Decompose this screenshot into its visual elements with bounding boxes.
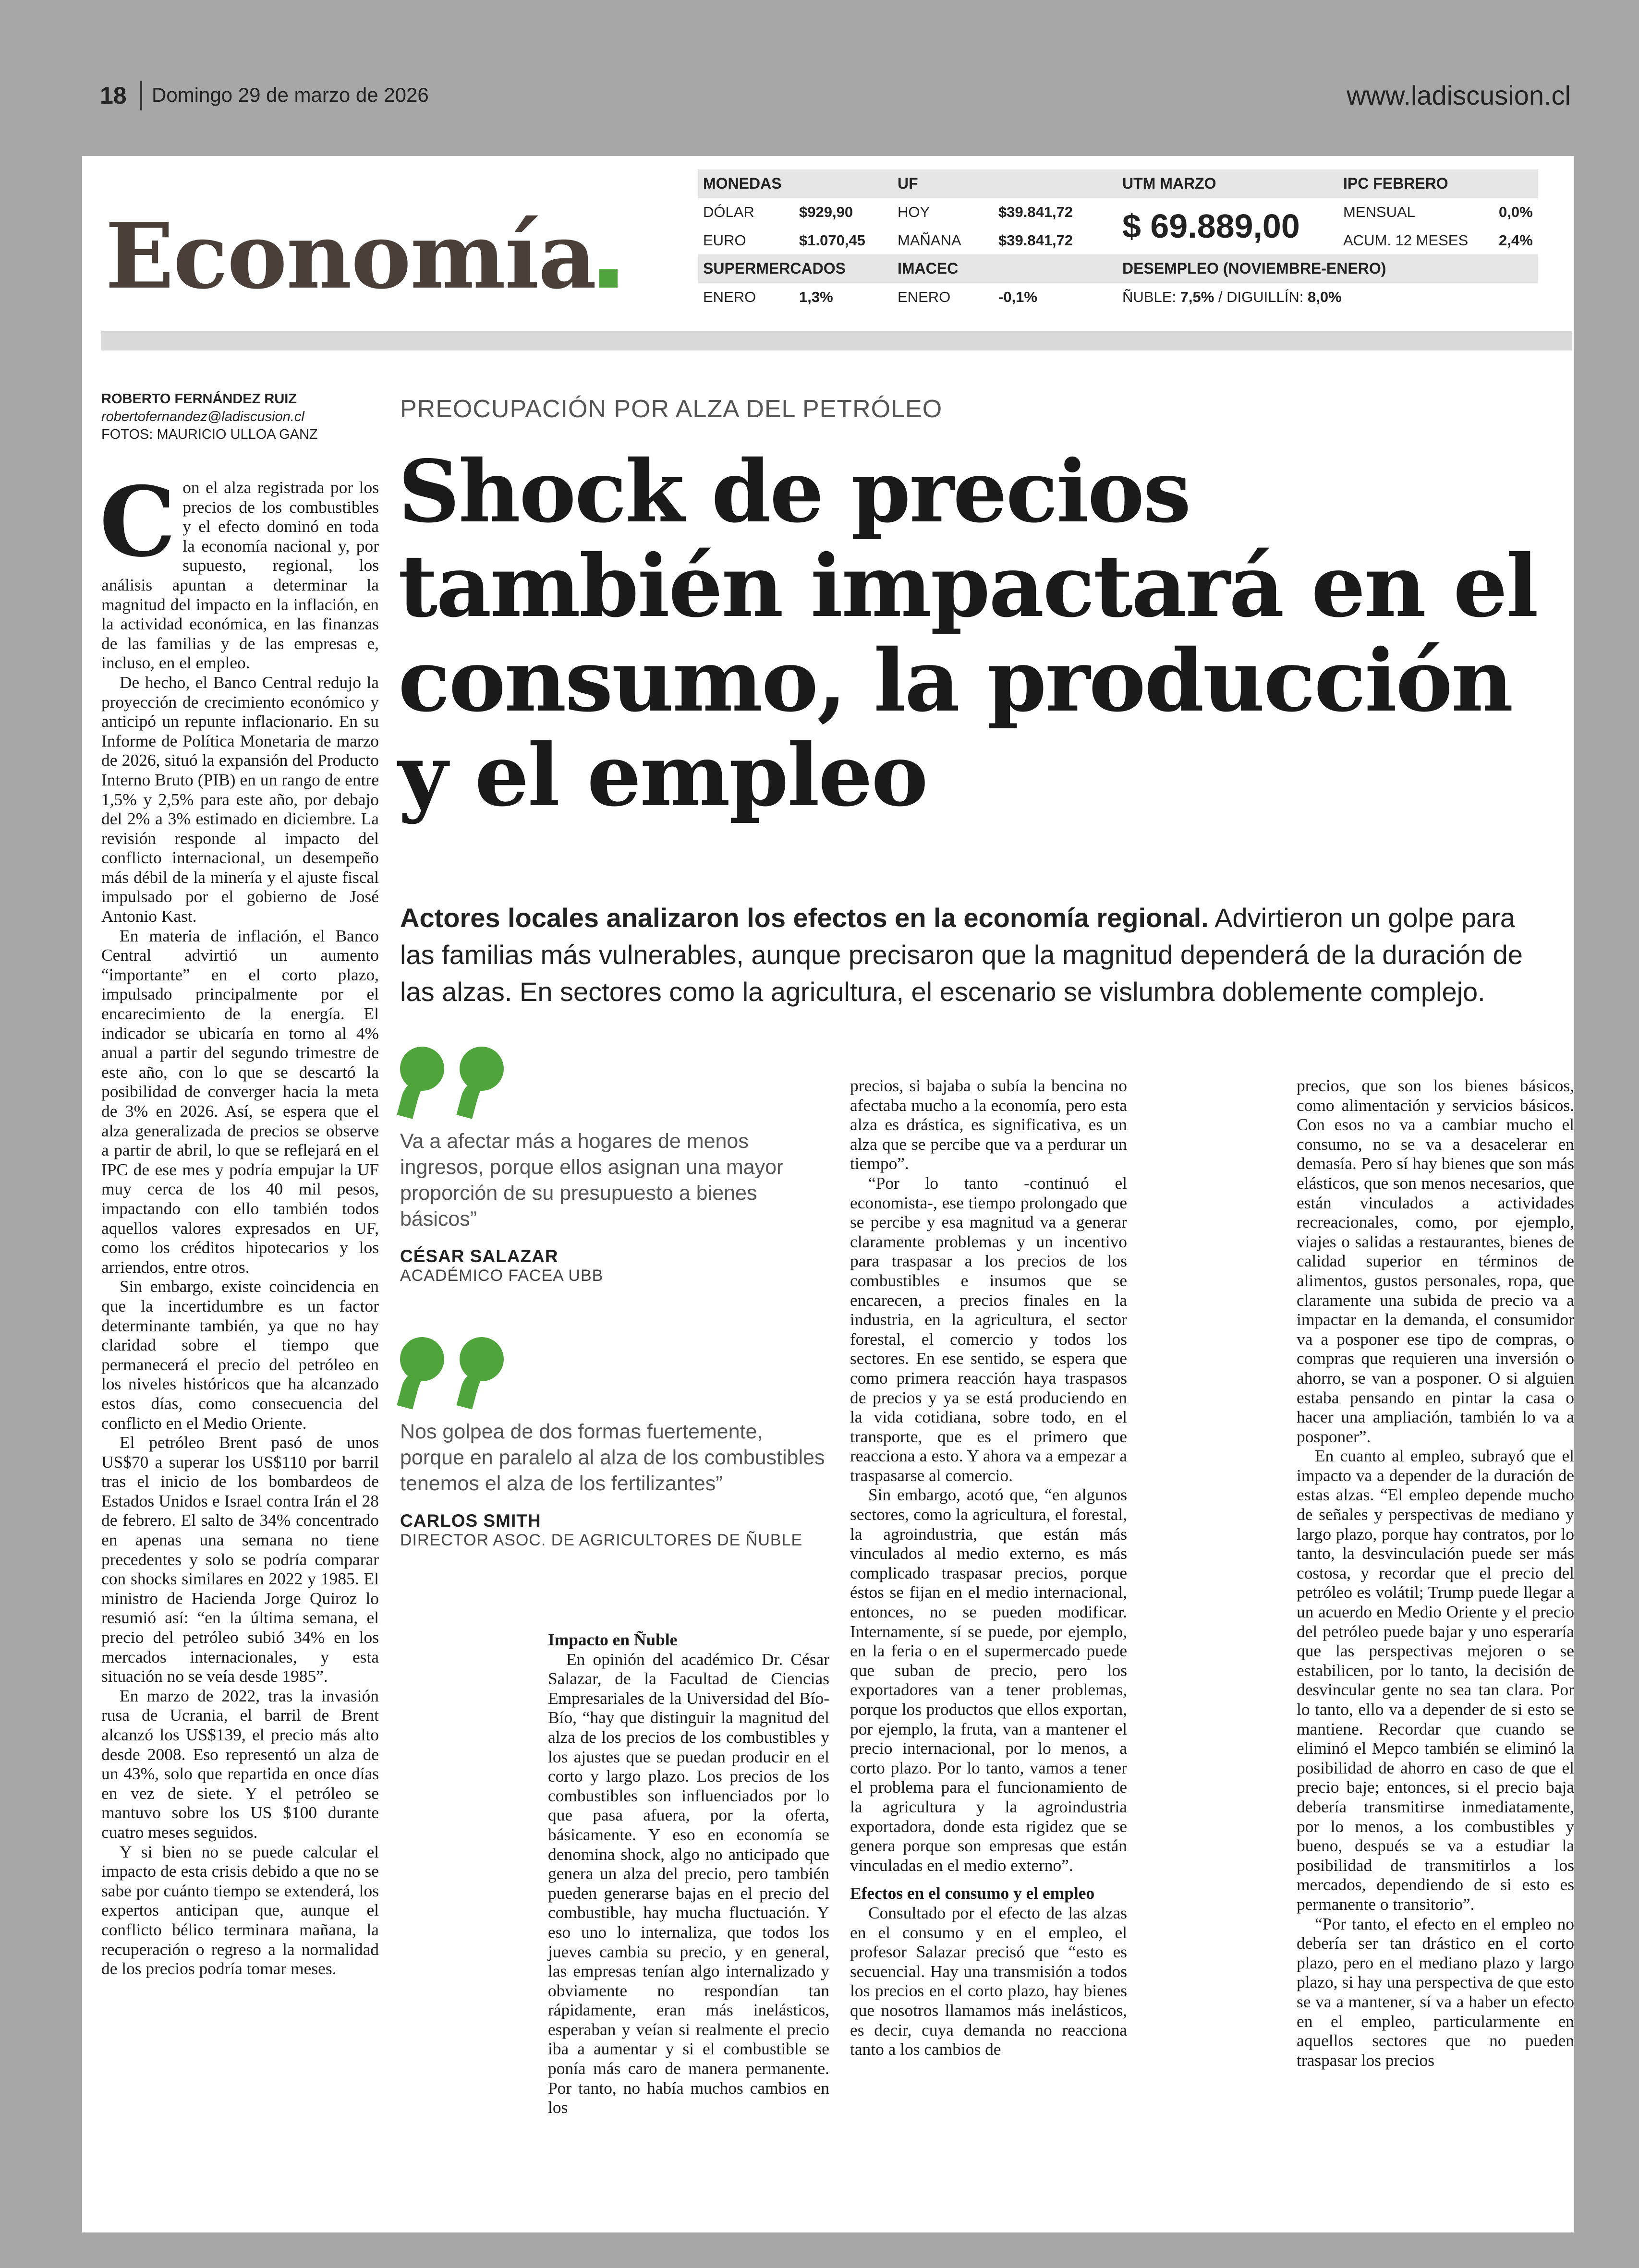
page-header — [0, 0, 1639, 155]
indicators-row — [698, 198, 1538, 226]
desempleo-diguillin-value: 8,0% — [1307, 288, 1342, 305]
desempleo-nuble-value: 7,5% — [1180, 288, 1214, 305]
article-kicker: PREOCUPACIÓN POR ALZA DEL PETRÓLEO — [400, 395, 943, 423]
lead-bold: Actores locales analizaron los efectos en la economía regional. — [400, 903, 1209, 933]
paragraph-text: on el alza registrada por los precios de los combustibles y el efecto dominó en toda la economía nacional y, por supuesto, regional, los análisis apuntan a determinar la magnitud del impacto en la inflación, en la actividad económica, en las finanzas de las familias y de las empresas e, incluso, en el empleo. — [101, 478, 379, 673]
paragraph: precios, si bajaba o subía la bencina no afectaba mucho a la economía, pero esta alza es drástica, es significativa, es un alza que se percibe que va a perdurar un tiempo”. — [850, 1076, 1127, 1173]
quote-author: CARLOS SMITH — [400, 1511, 541, 1531]
quote-text: Va a afectar más a hogares de menos ingresos, porque ellos asignan una mayor proporción de su presupuesto a bienes básicos” — [400, 1130, 784, 1231]
photo-credit: FOTOS: MAURICIO ULLOA GANZ — [101, 427, 318, 442]
ipc-mensual-value: 0,0% — [1499, 203, 1533, 220]
paragraph: precios, que son los bienes básicos, como alimentación y servicios básicos. Con esos no va a cambiar mucho el consumo, no se va a desacelerar en demasía. Pero sí hay bienes que son más elásticos, que son menos necesarios, que están vinculados a actividades recreacionales, como, por ejemplo, viajes o salidas a restaurantes, bienes de calidad superior en términos de alimentos, gustos personales, ropa, que claramente una subida de precio va a impactar en la demanda, el consumidor va a posponer ese tipo de compras, o compras que requieren una inversión o ahorro, se van a posponer. O si alguien estaba pensando en pintar la casa o hacer una ampliación, también lo va a posponer”. — [1297, 1076, 1574, 1446]
supermercados-enero-value: 1,3% — [799, 288, 833, 305]
author-name: ROBERTO FERNÁNDEZ RUIZ — [101, 391, 297, 407]
supermercados-label: SUPERMERCADOS — [698, 254, 893, 283]
economic-indicators-table — [698, 169, 1538, 311]
section-title-dot — [599, 269, 618, 288]
desempleo-nuble-label: ÑUBLE: — [1122, 288, 1176, 305]
quote-marks-icon — [400, 1047, 832, 1099]
pull-quote — [400, 1047, 832, 1285]
paragraph: En materia de inflación, el Banco Central advirtió un aumento “importante” en el corto plazo, impulsado principalmente por el encarecimiento de la energía. El indicador se ubicaría en torno al 4% anual a partir del segundo trimestre de este año, con lo que se descartó la posibilidad de converger hacia la meta de 3% en 2026. Así, se espera que el alza generalizada de precios se observe a partir de abril, lo que se reflejará en el IPC de ese mes y podría empujar la UF muy cerca de los 40 mil pesos, impactando con ello también todos aquellos valores expresados en UF, como los créditos hipotecarios y los arriendos, entre otros. — [101, 926, 379, 1277]
imacec-enero-label: ENERO — [898, 288, 951, 305]
paragraph: Y si bien no se puede calcular el impacto de esta crisis debido a que no se sabe por cuánto tiempo se extenderá, los expertos anticipan que, aunque el conflicto bélico terminara mañana, la recuperación o regreso a la normalidad de los precios podría tomar meses. — [101, 1842, 379, 1978]
desempleo-diguillin-label: / DIGUILLÍN: — [1218, 288, 1304, 305]
supermercados-enero-label: ENERO — [703, 288, 756, 305]
article-column-3 — [850, 1076, 1127, 2059]
monedas-label: MONEDAS — [698, 169, 893, 198]
ipc-mensual-label: MENSUAL — [1343, 203, 1415, 220]
uf-manana-label: MAÑANA — [898, 231, 961, 249]
paragraph: Consultado por el efecto de las alzas en el consumo y en el empleo, el profesor Salazar precisó que “esto es secuencial. Hay una transmisión a todos los precios en el corto plazo, hay bienes que nosotros llamamos más inelásticos, es decir, cuya demanda no reacciona tanto a los cambios de — [850, 1903, 1127, 2059]
paragraph: Sin embargo, acotó que, “en algunos sectores, como la agricultura, el forestal, la agroindustria, que están más vinculados al medio externo, es más complicado traspasar precios, porque éstos se fijan en el medio internacional, entonces, no se pueden modificar. Internamente, sí se puede, por ejemplo, en la feria o en el supermercado puede que suban de precio, pero los exportadores van a tener problemas, porque los productos que ellos exportan, por ejemplo, la fruta, van a mantener el precio internacional, por lo menos, a corto plazo. Por lo tanto, vamos a tener el problema para el funcionamiento de la agricultura y la agroindustria exportadora, donde esta rigidez que se genera porque son empresas que están vinculadas en el medio externo”. — [850, 1485, 1127, 1875]
paragraph: “Por lo tanto -continuó el economista-, ese tiempo prolongado que se percibe y esa magnitud va a generar claramente problemas y un incentivo para traspasar a los precios de los combustibles e insumos que se encarecen, a precios finales en la industria, en la agricultura, el sector forestal, el comercio y todos los sectores. En ese sentido, se espera que como primera reacción haya traspasos de precios y ya se está produciendo en la vida cotidiana, sobre todo, en el transporte, que es el primero que reacciona a esto. Y ahora va a empezar a traspasarse al comercio. — [850, 1173, 1127, 1485]
subheading: Impacto en Ñuble — [548, 1630, 678, 1649]
dolar-label: DÓLAR — [703, 203, 754, 220]
euro-value: $1.070,45 — [799, 231, 865, 249]
article-page — [82, 156, 1574, 2232]
quote-text: Nos golpea de dos formas fuertemente, porque en paralelo al alza de los combustibles tenemos el alza de los fertilizantes” — [400, 1420, 825, 1495]
paragraph: En marzo de 2022, tras la invasión rusa de Ucrania, el barril de Brent alcanzó los US$139, el precio más alto desde 2008. Eso representó un alza de un 43%, solo que repartida en once días en vez de siete. Y el petróleo se mantuvo sobre los US $100 durante cuatro meses seguidos. — [101, 1686, 379, 1842]
lead-text: Advirtieron un golpe para las familias más vulnerables, aunque precisaron que la magnitud dependerá de la duración de las alzas. En sectores como la agricultura, el escenario se vislumbra doblemente complejo. — [400, 903, 1523, 1007]
page-number: 18 — [100, 82, 127, 109]
indicators-row — [698, 283, 1538, 311]
issue-date: Domingo 29 de marzo de 2026 — [152, 84, 429, 106]
utm-label: UTM MARZO — [1117, 169, 1338, 198]
euro-label: EURO — [703, 231, 746, 249]
desempleo-label: DESEMPLEO (NOVIEMBRE-ENERO) — [1117, 254, 1538, 283]
imacec-enero-value: -0,1% — [998, 288, 1037, 305]
ipc-label: IPC FEBRERO — [1338, 169, 1538, 198]
quote-author-role: DIRECTOR ASOC. DE AGRICULTORES DE ÑUBLE — [400, 1531, 803, 1549]
subheading: Efectos en el consumo y el empleo — [850, 1883, 1095, 1903]
imacec-label: IMACEC — [893, 254, 1117, 283]
paragraph: “Por tanto, el efecto en el empleo no debería ser tan drástico en el corto plazo, pero en el mediano plazo y largo plazo, si hay una perspectiva de que esto se va a mantener, sí va a haber un efecto en el empleo, particularmente en aquellos sectores que no pueden traspasar los precios — [1297, 1914, 1574, 2070]
section-divider-bar — [101, 331, 1572, 350]
dolar-value: $929,90 — [799, 203, 853, 220]
paragraph: De hecho, el Banco Central redujo la proyección de crecimiento económico y anticipó un repunte inflacionario. En su Informe de Política Monetaria de marzo de 2026, situó la expansión del Producto Interno Bruto (PIB) en un rango de entre 1,5% y 2,5% para este año, por debajo del 2% a 3% estimado en diciembre. La revisión responde al impacto del conflicto internacional, un desempeño más débil de la minería y el ajuste fiscal impulsado por el gobierno de José Antonio Kast. — [101, 672, 379, 926]
utm-value: $ 69.889,00 — [1122, 207, 1300, 245]
header-divider — [140, 81, 142, 110]
paragraph: En cuanto al empleo, subrayó que el impacto va a depender de la duración de estas alzas. “El empleo depende mucho de señales y perspectivas de mediano y largo plazo, porque hay contratos, por lo tanto, la desvinculación puede ser más costosa, y recordar que el precio del petróleo es volátil; Trump puede llegar a un acuerdo en Medio Oriente y el precio del petróleo puede bajar y uno esperaría que las perspectivas mejoren o se estabilicen, por lo tanto, la decisión de desvincular gente no sea tan clara. Por lo tanto, ello va a depender de si esto se mantiene. Recordar que cuando se eliminó el Mepco también se eliminó la posibilidad de ahorro en caso de que el precio baje; entonces, si el precio baja debería transmitirse inmediatamente, por lo menos, a los combustibles y bueno, después se va a estudiar la posibilidad de transmitirlos a los mercados, dependiendo de si esto es permanente o transitorio”. — [1297, 1446, 1574, 1914]
author-email[interactable]: robertofernandez@ladiscusion.cl — [101, 409, 304, 424]
uf-hoy-label: HOY — [898, 203, 930, 220]
paragraph: En opinión del académico Dr. César Salazar, de la Facultad de Ciencias Empresariales de la Universidad del Bío-Bío, “hay que distinguir la magnitud del alza de los precios de los combustibles y los ajustes que se puedan producir en el corto y largo plazo. Los precios de los combustibles son influenciados por lo que pasa afuera, por la oferta, básicamente. Y eso en economía se denomina shock, algo no anticipado que genera un alza del precio, pero también pueden generarse bajas en el precio del combustible, hay mucha fluctuación. Y eso uno lo internaliza, que todos los jueves cambia su precio, y en general, las empresas tenían algo internalizado y obviamente no respondían tan rápidamente, eran más inelásticos, esperaban y veían si realmente el precio iba a aumentar y si el combustible se ponía más caro de manera permanente. Por tanto, no había muchos cambios en los — [548, 1649, 829, 2117]
paragraph: Sin embargo, existe coincidencia en que la incertidumbre es un factor determinante también, ya que no hay claridad sobre el tiempo que permanecerá el precio del petróleo en los niveles históricos que ha alcanzado estos días, como consecuencia del conflicto en el Medio Oriente. — [101, 1277, 379, 1433]
quote-author-role: ACADÉMICO FACEA UBB — [400, 1267, 604, 1285]
uf-label: UF — [893, 169, 1117, 198]
paragraph: El petróleo Brent pasó de unos US$70 a superar los US$110 por barril tras el inicio de los bombardeos de Estados Unidos e Israel contra Irán el 28 de febrero. El salto de 34% concentrado en apenas una semana no tiene precedentes y solo se podría comparar con shocks similares en 2022 y 1985. El ministro de Hacienda Jorge Quiroz lo resumió así: “en la última semana, el precio del petróleo subió 34% en los mercados internacionales, y esta situación no se veía desde 1985”. — [101, 1433, 379, 1686]
website-link[interactable]: www.ladiscusion.cl — [1347, 80, 1571, 110]
ipc-acum-value: 2,4% — [1499, 231, 1533, 249]
uf-hoy-value: $39.841,72 — [998, 203, 1073, 220]
pull-quote — [400, 1337, 832, 1550]
ipc-acum-label: ACUM. 12 MESES — [1343, 231, 1469, 249]
article-column-2 — [548, 1630, 829, 2117]
indicators-header-row — [698, 254, 1538, 283]
quote-marks-icon — [400, 1337, 832, 1390]
indicators-header-row — [698, 169, 1538, 198]
article-headline: Shock de precios también impactará en el consumo, la producción y el empleo — [398, 441, 1537, 825]
uf-manana-value: $39.841,72 — [998, 231, 1073, 249]
section-title-text: Economía — [105, 203, 596, 309]
article-column-4 — [1297, 1076, 1574, 2070]
section-title — [105, 203, 618, 309]
paragraph — [99, 466, 379, 673]
article-column-1 — [99, 466, 379, 1978]
article-lead — [400, 899, 1553, 1010]
drop-cap: C — [99, 466, 176, 579]
desempleo-values — [1117, 283, 1538, 311]
byline — [101, 390, 318, 444]
quote-author: CÉSAR SALAZAR — [400, 1246, 558, 1266]
